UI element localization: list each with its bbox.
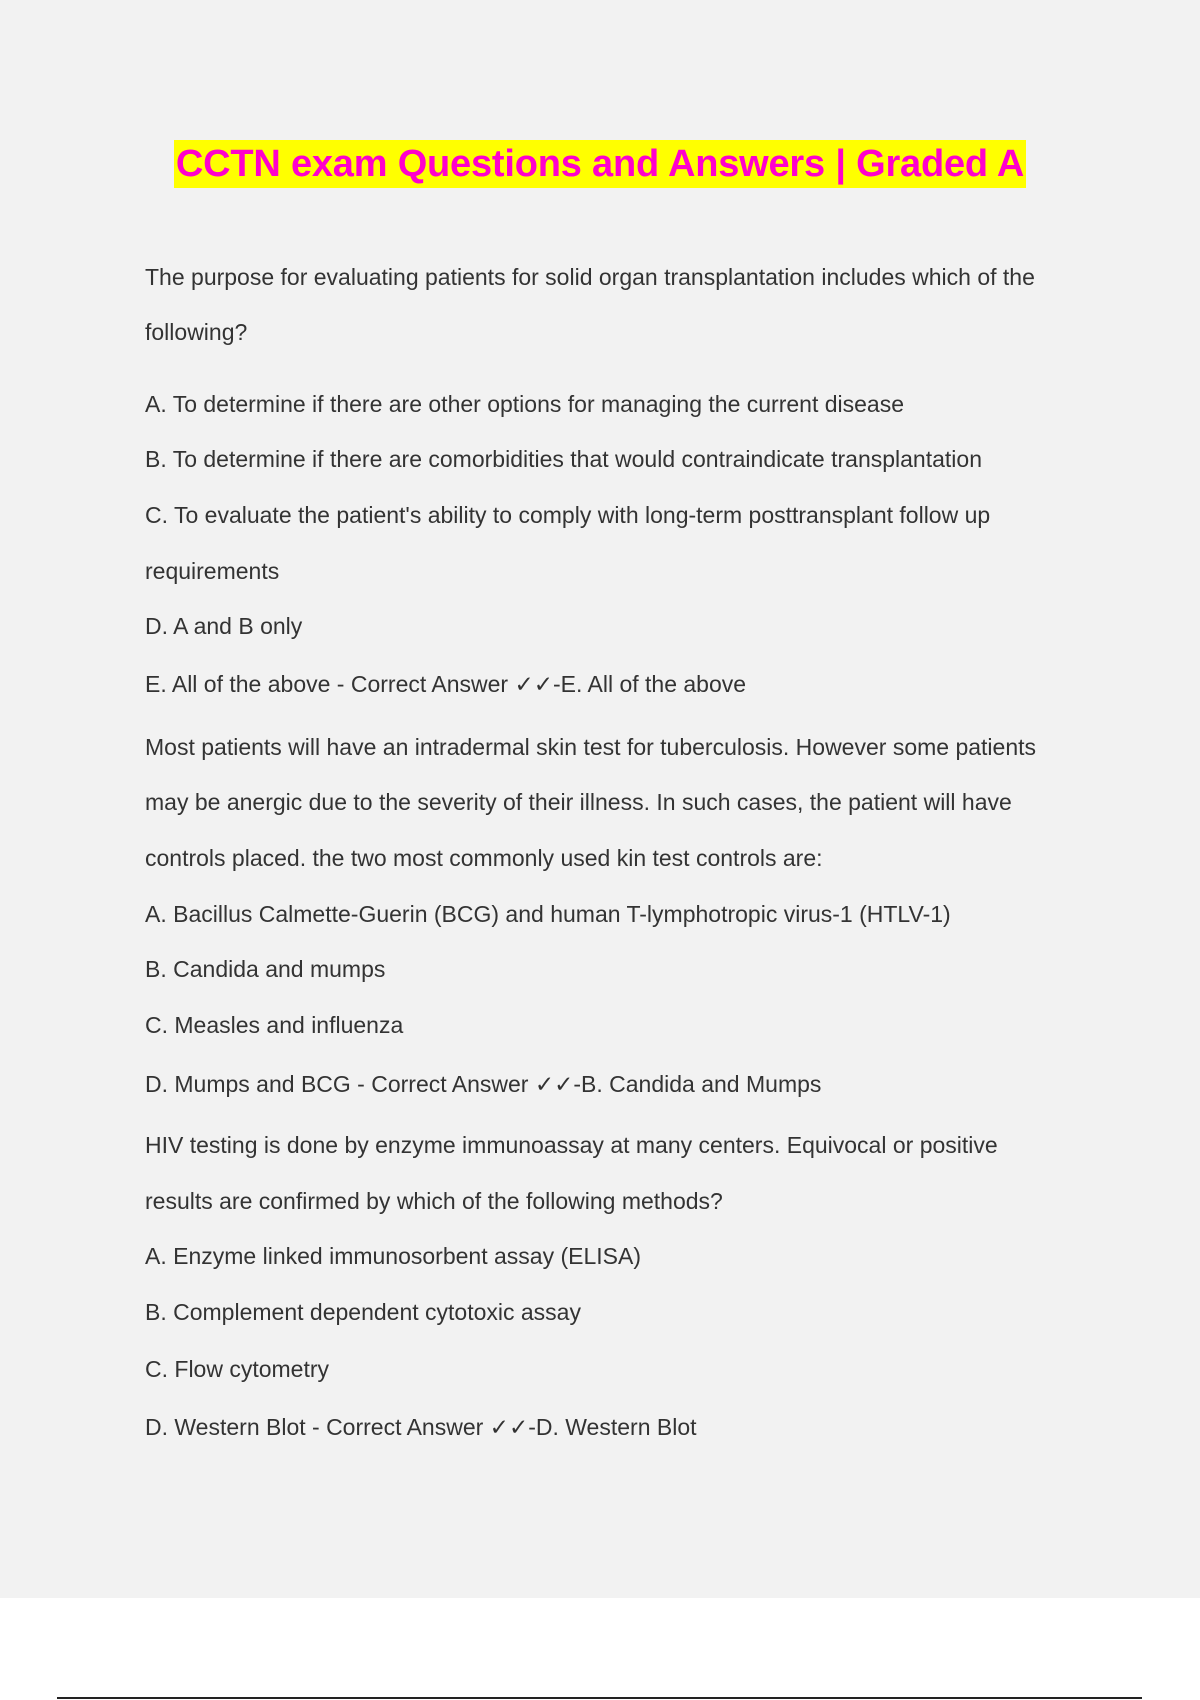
question-2-text: Most patients will have an intradermal skin test for tuberculosis. However some patients bbox=[145, 734, 1037, 760]
answer-option: C. Flow cytometry bbox=[145, 1356, 330, 1382]
answer-option: B. Complement dependent cytotoxic assay bbox=[145, 1299, 581, 1325]
answer-option: C. To evaluate the patient's ability to comply with long-term posttransplant follow up bbox=[145, 502, 991, 528]
answer-option: A. To determine if there are other options for managing the current disease bbox=[145, 391, 905, 417]
question-1-text: following? bbox=[145, 319, 248, 345]
answer-option: B. Candida and mumps bbox=[145, 956, 386, 982]
correct-answer-line: D. Western Blot - Correct Answer ✓✓-D. Western Blot bbox=[145, 1414, 697, 1440]
title-container bbox=[0, 140, 1200, 188]
correct-answer-line: E. All of the above - Correct Answer ✓✓-E. All of the above bbox=[145, 671, 747, 697]
question-2-text: controls placed. the two most commonly used kin test controls are: bbox=[145, 845, 823, 871]
answer-option: D. A and B only bbox=[145, 613, 303, 639]
question-1-text: The purpose for evaluating patients for solid organ transplantation includes which of the bbox=[145, 264, 1035, 290]
footer-divider bbox=[57, 1697, 1142, 1699]
document-title: CCTN exam Questions and Answers | Graded A bbox=[174, 140, 1026, 188]
answer-option: B. To determine if there are comorbidities that would contraindicate transplantation bbox=[145, 446, 982, 472]
question-3-text: results are confirmed by which of the following methods? bbox=[145, 1188, 723, 1214]
answer-option: requirements bbox=[145, 558, 280, 584]
question-3-text: HIV testing is done by enzyme immunoassay at many centers. Equivocal or positive bbox=[145, 1132, 998, 1158]
correct-answer-line: D. Mumps and BCG - Correct Answer ✓✓-B. Candida and Mumps bbox=[145, 1071, 822, 1097]
answer-option: C. Measles and influenza bbox=[145, 1012, 404, 1038]
answer-option: A. Enzyme linked immunosorbent assay (ELISA) bbox=[145, 1243, 641, 1269]
answer-option: A. Bacillus Calmette-Guerin (BCG) and human T-lymphotropic virus-1 (HTLV-1) bbox=[145, 901, 951, 927]
question-2-text: may be anergic due to the severity of their illness. In such cases, the patient will have bbox=[145, 789, 1012, 815]
